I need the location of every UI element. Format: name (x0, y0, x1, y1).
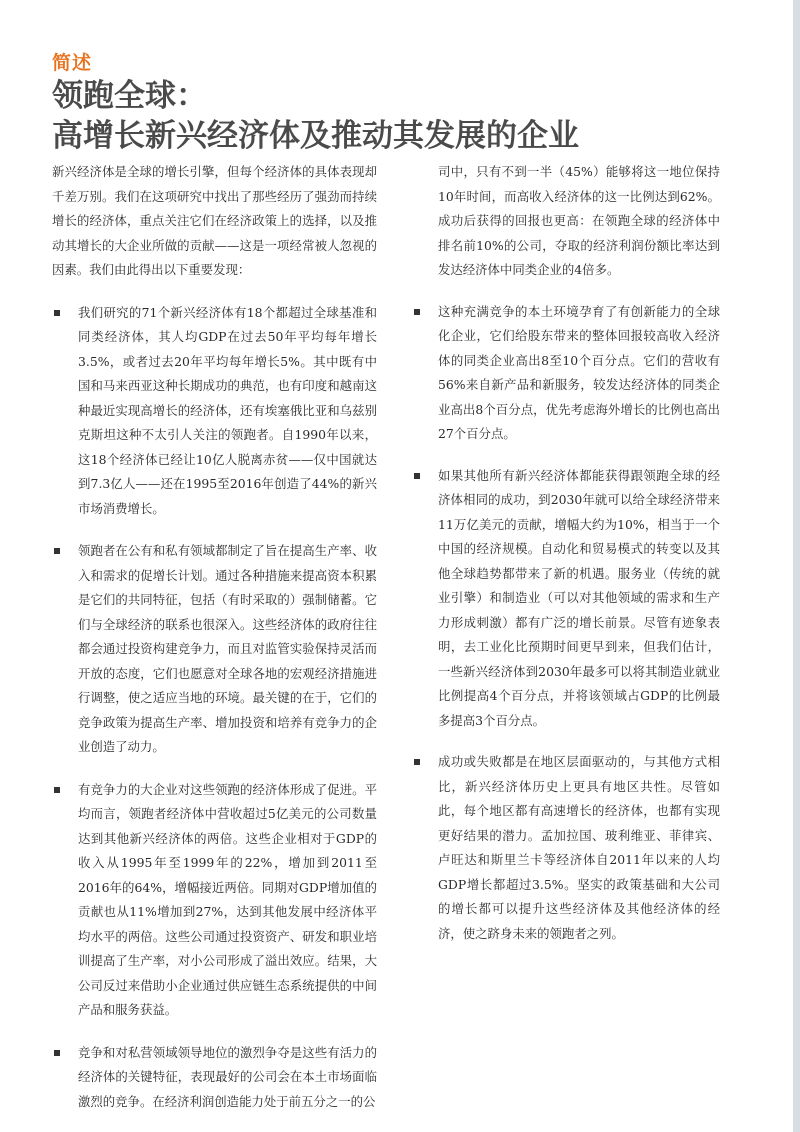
bullet-text: 如果其他所有新兴经济体都能获得跟领跑全球的经济体相同的成功，到2030年就可以给全球经济带来11万亿美元的贡献，增幅大约为10%，相当于一个中国的经济规模。自动化和贸易模式的转变以及其他全球趋势都带来了新的机遇。服务业（传统的就业引擎）和制造业（可以对其他领域的需求和生产力形成刺激）都有广泛的增长前景。尽管有迹象表明，去工业化比预期时间更早到来，但我们估计，一些新兴经济体到2030年最多可以将其制造业就业比例提高4个百分点，并将该领域占GDP的比例最多提高3个百分点。 (438, 467, 720, 728)
bullet-item (52, 1041, 377, 1115)
bullet-text: 竞争和对私营领域领导地位的激烈争夺是这些有活力的经济体的关键特征，表现最好的公司会在本土市场面临激烈的竞争。在经济利润创造能力处于前五分之一的公 (78, 1044, 377, 1109)
left-column (52, 160, 377, 1114)
bullet-text: 这种充满竞争的本土环境孕育了有创新能力的全球化企业，它们给股东带来的整体回报较高收入经济体的同类企业高出8至10个百分点。它们的营收有56%来自新产品和新服务，较发达经济体的同类企业高出8个百分点，优先考虑海外增长的比例也高出27个百分点。 (438, 303, 720, 441)
bullet-square-icon (414, 473, 420, 479)
bullet-square-icon (54, 310, 60, 316)
bullet-item (412, 300, 720, 447)
title-line-2: 高增长新兴经济体及推动其发展的企业 (52, 118, 579, 154)
bullet-square-icon (414, 309, 420, 315)
title-line-1: 领跑全球： (52, 78, 207, 114)
bullet-item (52, 778, 377, 1023)
intro-paragraph: 新兴经济体是全球的增长引擎，但每个经济体的具体表现却千差万别。我们在这项研究中找出了那些经历了强劲而持续增长的经济体，重点关注它们在经济政策上的选择，以及推动其增长的大企业所做的贡献——这是一项经常被人忽视的因素。我们由此得出以下重要发现： (52, 164, 377, 277)
bullet-text: 领跑者在公有和私有领域都制定了旨在提高生产率、收入和需求的促增长计划。通过各种措施来提高资本积累是它们的共同特征，包括（有时采取的）强制储蓄。它们与全球经济的联系也很深入。这些经济体的政府往往都会通过投资构建竞争力，而且对监管实验保持灵活而开放的态度，它们也愿意对全球各地的宏观经济措施进行调整，使之适应当地的环境。最关键的在于，它们的竞争政策为提高生产率、增加投资和培养有竞争力的企业创造了动力。 (78, 543, 377, 754)
side-stripe (793, 0, 800, 1132)
bullet-item (412, 464, 720, 734)
bullet-square-icon (54, 1050, 60, 1056)
right-column (412, 160, 720, 946)
bullet-text: 成功或失败都是在地区层面驱动的，与其他方式相比，新兴经济体历史上更具有地区共性。尽管如此，每个地区都有高速增长的经济体，也都有实现更好结果的潜力。孟加拉国、玻利维亚、菲律宾、卢旺达和斯里兰卡等经济体自2011年以来的人均GDP增长都超过3.5%。坚实的政策基础和大公司的增长都可以提升这些经济体及其他经济体的经济，使之跻身未来的领跑者之列。 (438, 754, 720, 941)
bullet-text: 我们研究的71个新兴经济体有18个都超过全球基准和同类经济体，其人均GDP在过去50年平均每年增长3.5%，或者过去20年平均每年增长5%。其中既有中国和马来西亚这种长期成功的典范，也有印度和越南这种最近实现高增长的经济体，还有埃塞俄比亚和乌兹别克斯坦这种不太引人关注的领跑者。自1990年以来，这18个经济体已经让10亿人脱离赤贫——仅中国就达到7.3亿人——还在1995至2016年创造了44%的新兴市场消费增长。 (78, 304, 377, 516)
continuation-paragraph: 司中，只有不到一半（45%）能够将这一地位保持10年时间，而高收入经济体的这一比例达到62%。成功后获得的回报也更高：在领跑全球的经济体中排名前10%的公司，夺取的经济利润份额比率达到发达经济体中同类企业的4倍多。 (438, 164, 720, 277)
bullet-square-icon (414, 759, 420, 765)
bullet-text: 有竞争力的大企业对这些领跑的经济体形成了促进。平均而言，领跑者经济体中营收超过5亿美元的公司数量达到其他新兴经济体的两倍。这些企业相对于GDP的收入从1995年至1999年的22%，增加到2011至2016年的64%，增幅接近两倍。同期对GDP增加值的贡献也从11%增加到27%，达到其他发展中经济体平均水平的两倍。这些公司通过投资资产、研发和职业培训提高了生产率，对小公司形成了溢出效应。结果，大公司反过来借助小企业通过供应链生态系统提供的中间产品和服务获益。 (78, 781, 377, 1017)
bullet-square-icon (54, 548, 60, 554)
bullet-item (52, 539, 377, 760)
bullet-item (52, 301, 377, 522)
section-label: 简述 (52, 52, 93, 74)
bullet-item (412, 750, 720, 946)
bullet-square-icon (54, 787, 60, 793)
page-title (52, 76, 579, 156)
